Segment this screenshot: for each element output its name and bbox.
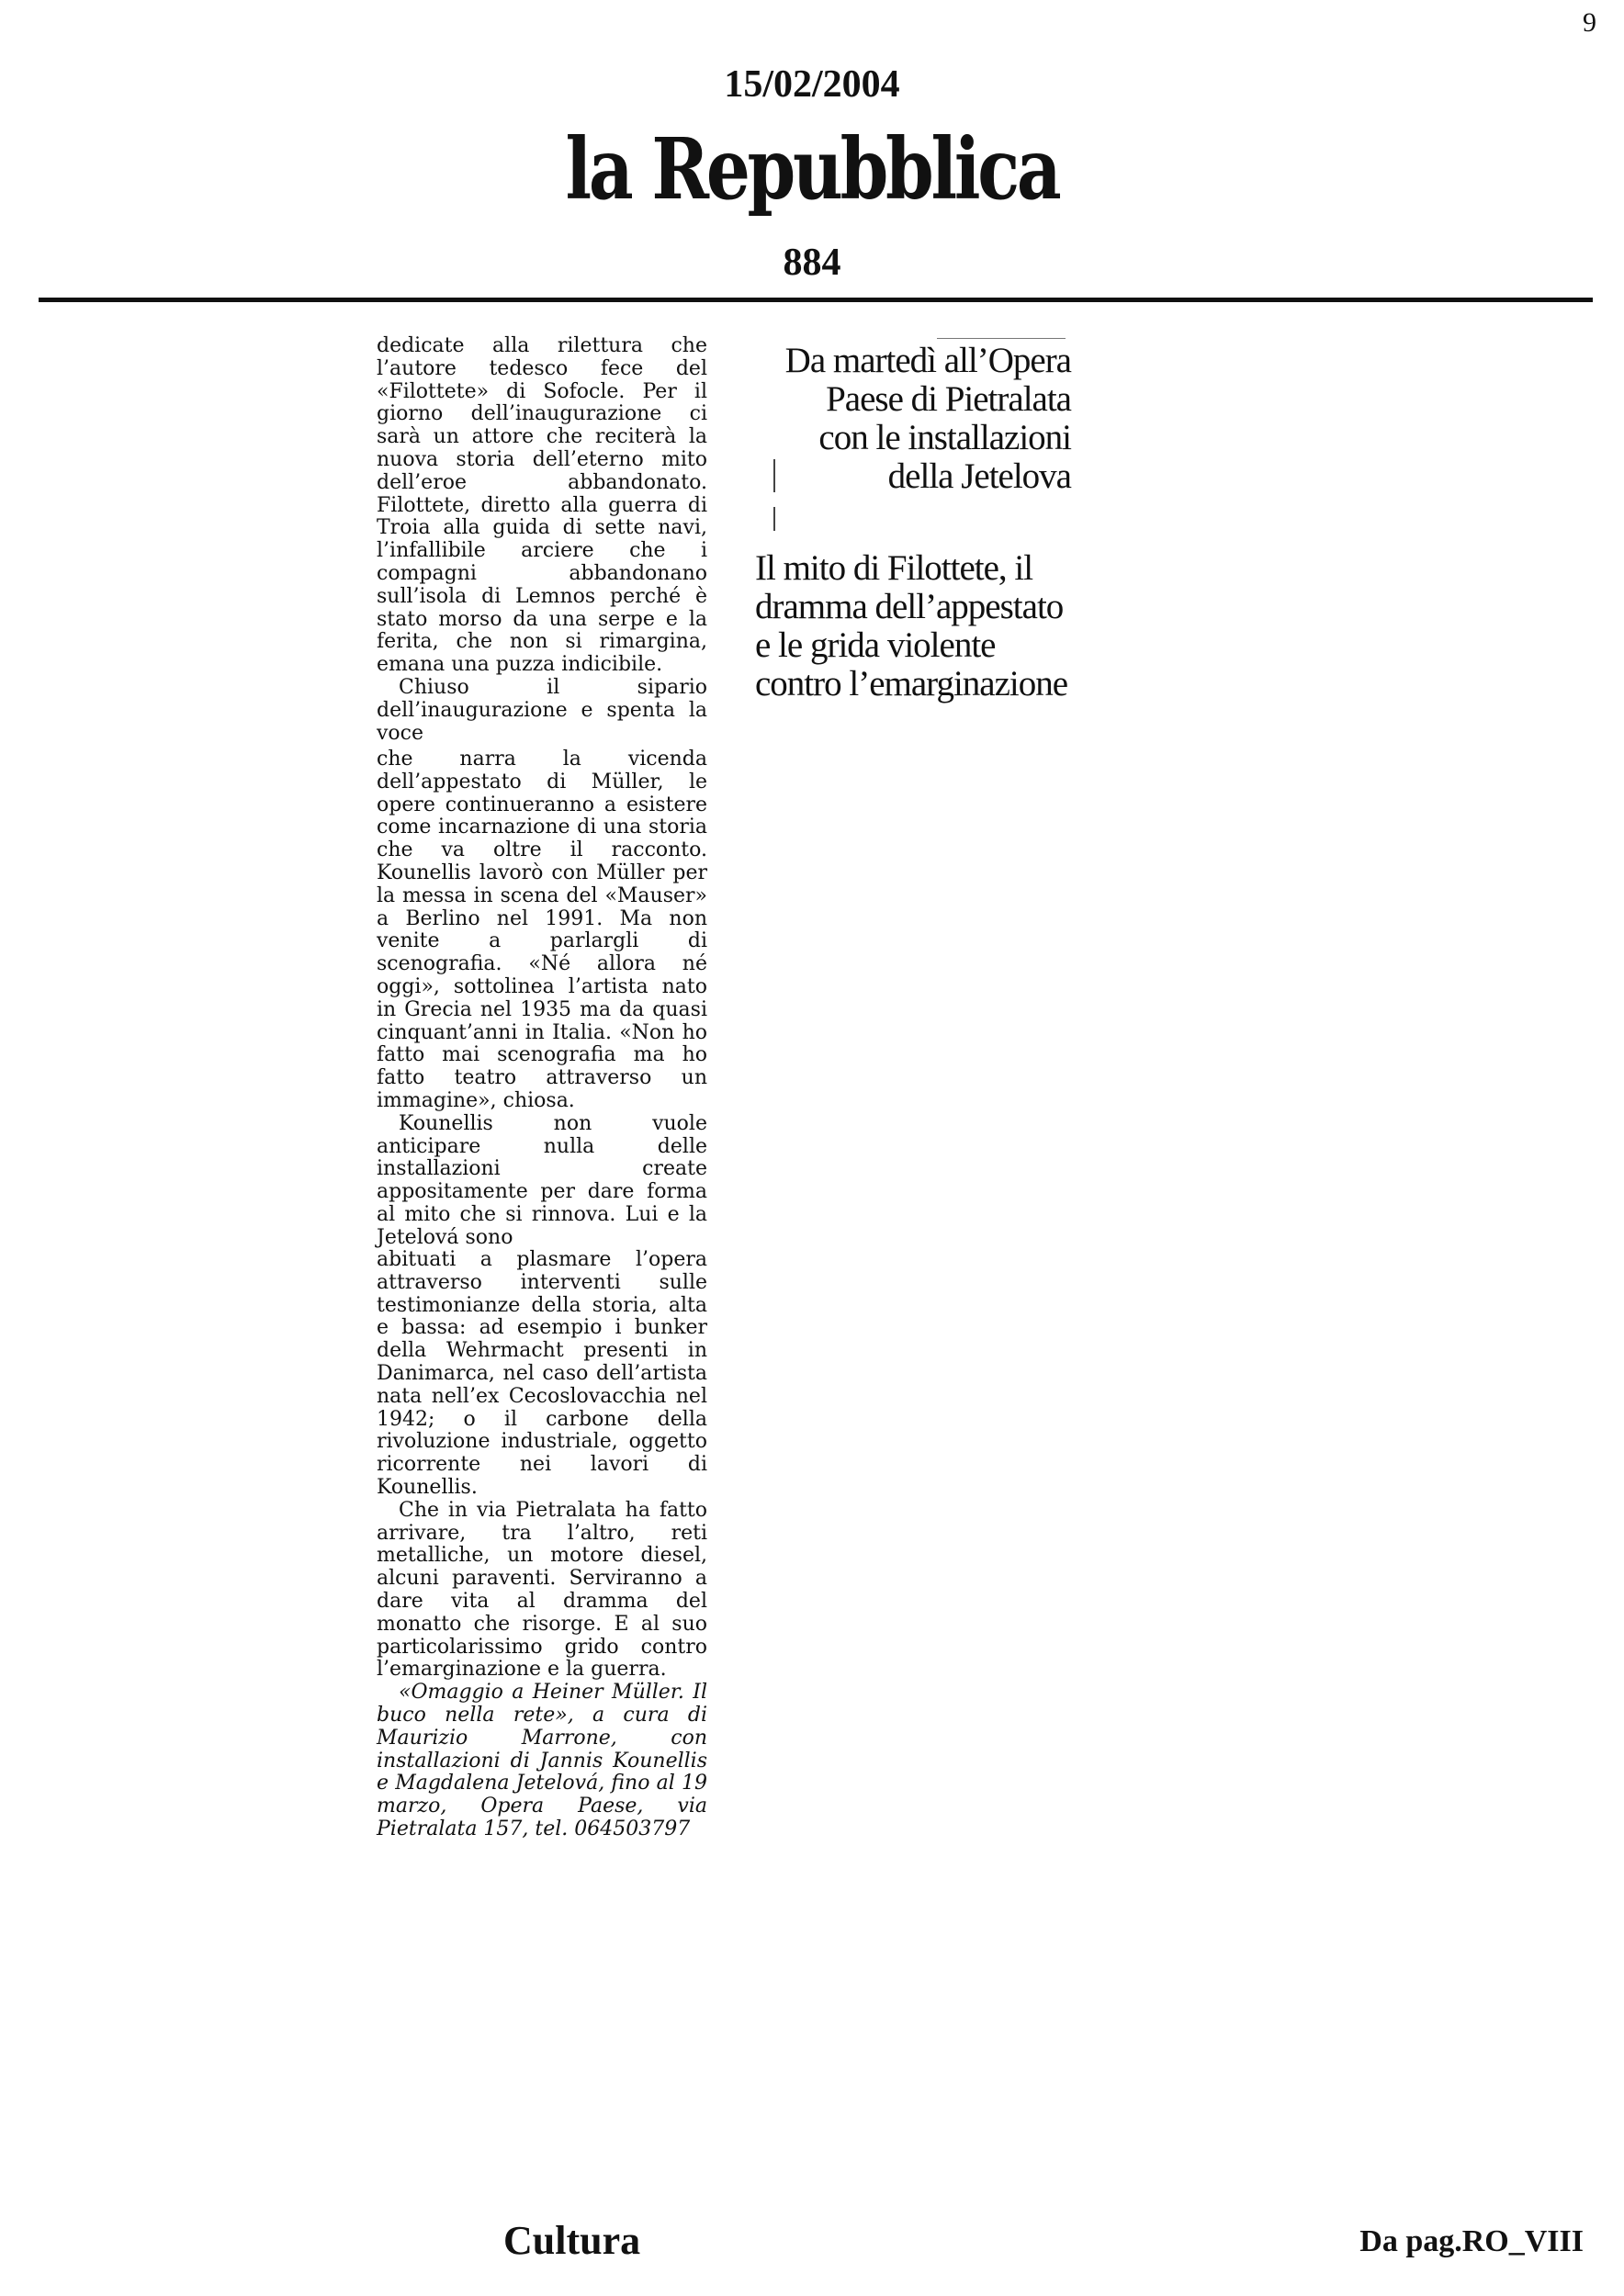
headline: [740, 342, 1071, 496]
headline-line: Da martedì all’Opera: [784, 341, 1071, 380]
article-column-block-b: [377, 748, 707, 1250]
subheadline: [755, 549, 1141, 703]
headline-clipping-line: [937, 338, 1066, 339]
subheadline-line: e le grida violente: [755, 625, 996, 665]
paragraph: abituati a plasmare l’opera attraverso interventi sulle testimonianze della storia, alta e bassa: ad esempio i bunker della Wehrmacht presenti in Danimarca, nel caso dell’artista nata nell’ex Cecoslovacchia nel 1942; o il carbone della rivoluzione industriale, oggetto ricorrente nei lavori di Kounellis.: [377, 1248, 707, 1499]
subheadline-line: contro l’emarginazione: [755, 664, 1068, 703]
clipping-mark: [773, 507, 775, 531]
section-label: Cultura: [503, 2218, 641, 2263]
page-number: 9: [1583, 7, 1596, 38]
publication-date: 15/02/2004: [724, 63, 900, 106]
subheadline-line: dramma dell’appestato: [755, 587, 1064, 626]
paragraph: dedicate alla rilettura che l’autore tedesco fece del «Filottete» di Sofocle. Per il giorno dell’inaugurazione ci sarà un attore che reciterà la nuova storia dell’eterno mito dell’eroe abbandonato. Filottete, diretto alla guerra di Troia alla guida di sette navi, l’infallibile arciere che i compagni abbandonano sull’isola di Lemnos perché è stato morso da una serpe e la ferita, che non si rimargina, emana una puzza indicibile.: [377, 334, 707, 677]
headline-line: Paese di Pietralata: [826, 379, 1071, 419]
subheadline-line: Il mito di Filottete, il: [755, 548, 1033, 588]
article-column-block-c: [377, 1249, 707, 1841]
newspaper-masthead: la Repubblica: [565, 119, 1059, 219]
paragraph: Che in via Pietralata ha fatto arrivare, tra l’altro, reti metalliche, un motore diesel, alcuni paraventi. Serviranno a dare vita al dramma del monatto che risorge. E al suo particolarissimo grido contro l’emarginazione e la guerra.: [377, 1498, 707, 1682]
paragraph: Kounellis non vuole anticipare nulla delle installazioni create appositamente per dare forma al mito che si rinnova. Lui e la Jetelová sono: [377, 1111, 707, 1249]
event-info-caption: «Omaggio a Heiner Müller. Il buco nella rete», a cura di Maurizio Marrone, con installazioni di Jannis Kounellis e Magdalena Jetelová, fino al 19 marzo, Opera Paese, via Pietralata 157, tel. 064503797: [377, 1681, 707, 1840]
paragraph: che narra la vicenda dell’appestato di Müller, le opere continueranno a esistere come incarnazione di una storia che va oltre il racconto. Kounellis lavorò con Müller per la messa in scena del «Mauser» a Berlino nel 1991. Ma non venite a parlargli di scenografia. «Né allora né oggi», sottolinea l’artista nato in Grecia nel 1935 ma da quasi cinquant’anni in Italia. «Non ho fatto mai scenografia ma ho fatto teatro attraverso un immagine», chiosa.: [377, 748, 707, 1112]
headline-line: con le installazioni: [818, 418, 1071, 457]
source-reference: Da pag.RO_VIII: [1359, 2224, 1584, 2258]
headline-line: della Jetelova: [887, 456, 1071, 496]
issue-number: 884: [783, 242, 841, 284]
article-column-block-a: [377, 335, 707, 745]
header-divider: [39, 298, 1593, 302]
paragraph: Chiuso il sipario dell’inaugurazione e spenta la voce: [377, 675, 707, 745]
